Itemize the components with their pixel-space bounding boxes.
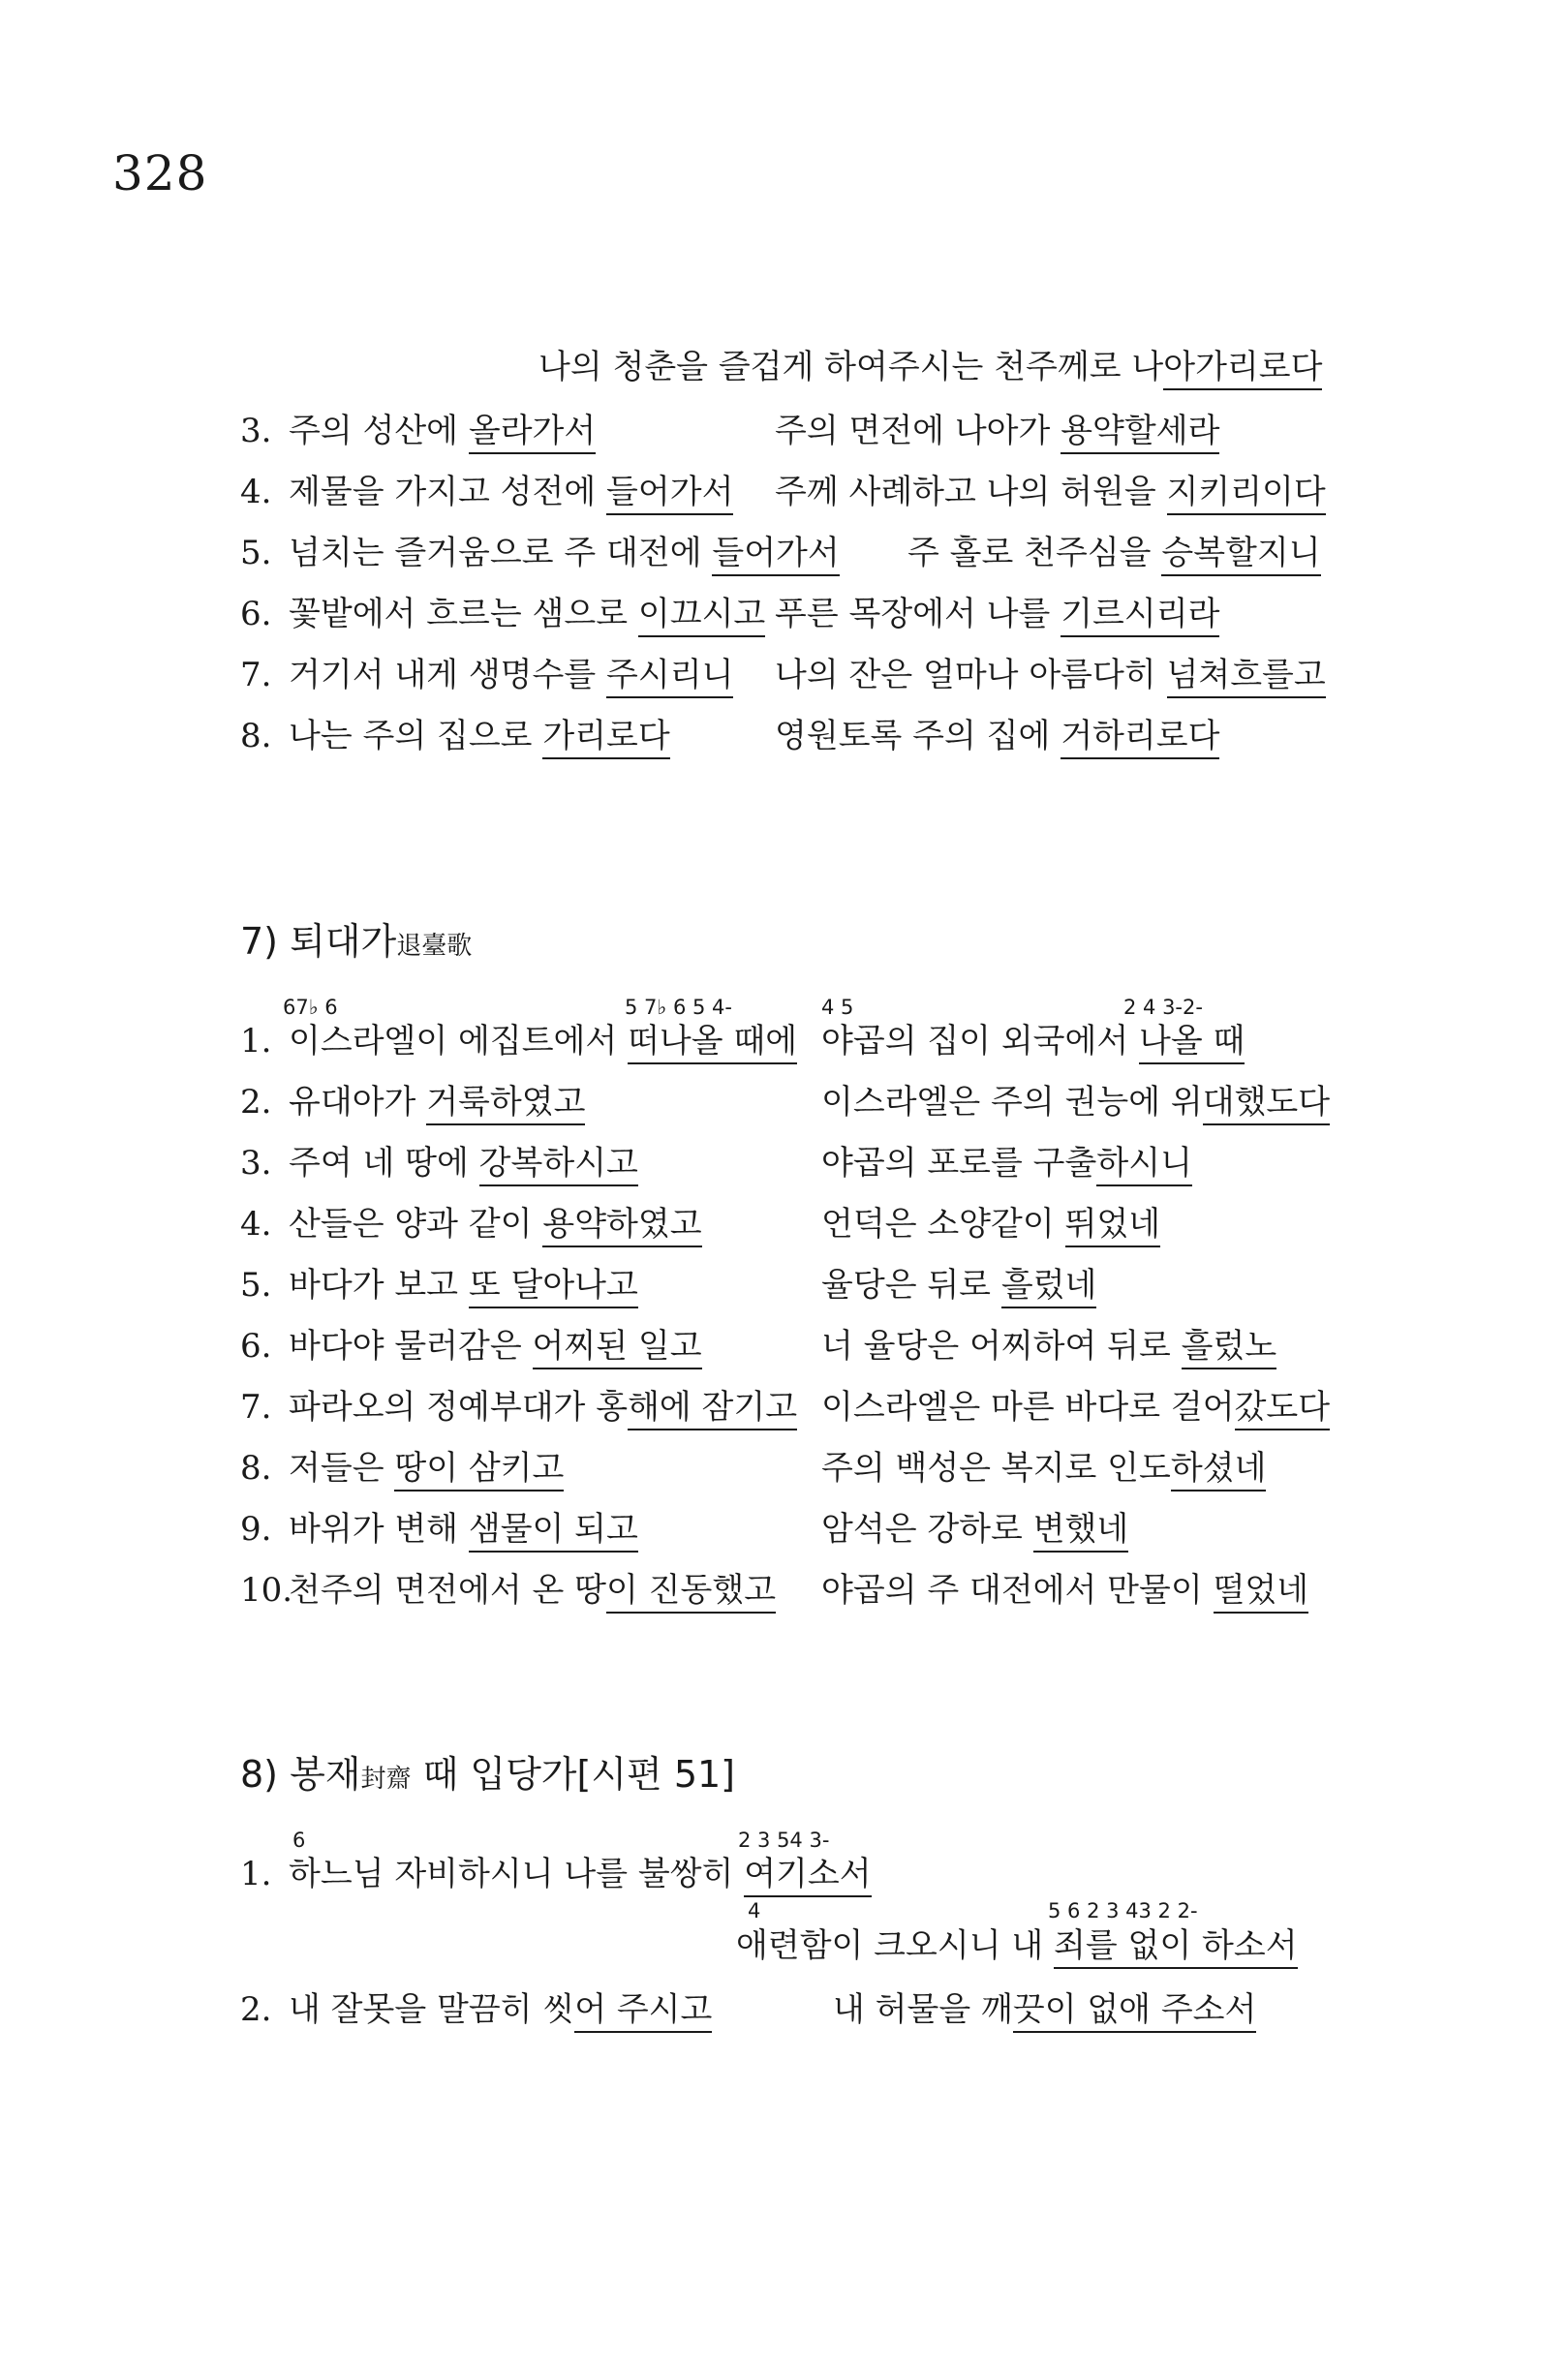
verse-first-half xyxy=(289,534,840,572)
verse-text: 주의 백성은 복지로 인도 xyxy=(821,1449,1171,1488)
verse-first-half xyxy=(289,656,734,694)
verse-text: 야곱의 주 대전에서 만물이 xyxy=(821,1571,1214,1610)
verse-text: 주여 네 땅에 xyxy=(289,1144,479,1183)
verse-first-half xyxy=(289,1327,702,1366)
verse-underline: 용약하였고 xyxy=(542,1205,701,1247)
verse-underline: 거하리로다 xyxy=(1061,717,1219,759)
verse-text: 바위가 변해 xyxy=(289,1510,469,1549)
verse-first-half xyxy=(289,473,734,511)
verse-first-half xyxy=(289,412,597,450)
verse-underline: 해에 잠기고 xyxy=(628,1388,797,1430)
verse-first-half xyxy=(289,595,766,633)
verse-text: 야곱의 포로를 구출 xyxy=(821,1144,1097,1183)
section-title-hanja: 退臺歌 xyxy=(396,932,473,961)
verse-underline: 갔도다 xyxy=(1235,1388,1331,1430)
verse-number: 2. xyxy=(240,1083,272,1122)
verse-underline: 강복하시고 xyxy=(479,1144,638,1186)
verse-number: 4. xyxy=(240,473,272,511)
verse-underline: 하시니 xyxy=(1096,1144,1192,1186)
verse-number: 1. xyxy=(240,1855,272,1893)
verse-second-half xyxy=(821,1266,1097,1305)
verse-text: 천주의 면전에서 온 땅 xyxy=(289,1571,607,1610)
chant-note: 2 3 54 3- xyxy=(738,1829,830,1852)
verse-first-half xyxy=(289,1990,713,2029)
verse-first-half xyxy=(289,1388,798,1427)
verse-text: 거기서 내게 생명수를 xyxy=(289,656,607,694)
verse-first-half xyxy=(289,1855,872,1893)
verse-text: 언덕은 소양같이 xyxy=(821,1205,1065,1244)
verse-second-half xyxy=(821,1571,1309,1610)
verse-underline: 흘렀노 xyxy=(1182,1327,1277,1369)
continued-underline: 아가리로다 xyxy=(1163,348,1322,390)
verse-second-half xyxy=(775,473,1326,511)
chant-note: 4 5 xyxy=(821,996,854,1019)
verse-first-half xyxy=(289,717,670,755)
verse-underline: 뛰었네 xyxy=(1065,1205,1161,1247)
verse-underline: 들어가서 xyxy=(712,534,839,576)
verse-number: 2. xyxy=(240,1990,272,2029)
verse-second-half xyxy=(736,1926,1298,1965)
continued-text: 나의 청춘을 즐겁게 하여주시는 천주께로 나 xyxy=(538,348,1164,386)
verse-underline: 어찌된 일고 xyxy=(533,1327,702,1369)
verse-underline: 승복할지니 xyxy=(1161,534,1320,576)
verse-underline: 죄를 없이 하소서 xyxy=(1054,1926,1298,1969)
verse-second-half xyxy=(821,1205,1161,1244)
section-title-hanja: 封齋 xyxy=(360,1765,412,1794)
chant-note: 4 xyxy=(748,1899,761,1922)
verse-underline: 올라가서 xyxy=(469,412,596,454)
section-7-title xyxy=(240,920,473,963)
verse-text: 푸른 목장에서 나를 xyxy=(775,595,1061,633)
verse-second-half xyxy=(821,1388,1331,1427)
verse-number: 5. xyxy=(240,1266,272,1305)
verse-first-half xyxy=(289,1022,798,1061)
chant-note: 2 4 3-2- xyxy=(1123,996,1203,1019)
verse-underline: 주시리니 xyxy=(606,656,733,698)
verse-text: 꽃밭에서 흐르는 샘으로 xyxy=(289,595,638,633)
verse-number: 6. xyxy=(240,595,272,633)
verse-underline: 변했네 xyxy=(1033,1510,1129,1553)
verse-second-half xyxy=(775,656,1326,694)
verse-underline: 떨었네 xyxy=(1214,1571,1309,1614)
verse-text: 주의 성산에 xyxy=(289,412,469,450)
verse-text: 나는 주의 집으로 xyxy=(289,717,543,755)
verse-underline: 어 주시고 xyxy=(574,1990,712,2033)
verse-underline: 떠나올 때에 xyxy=(628,1022,797,1064)
verse-second-half xyxy=(821,1144,1192,1183)
verse-second-half xyxy=(907,534,1321,572)
verse-underline: 기르시리라 xyxy=(1061,595,1219,637)
chant-note: 5 6 2 3 43 2 2- xyxy=(1048,1899,1198,1922)
verse-second-half xyxy=(775,717,1220,755)
verse-text: 내 잘못을 말끔히 씻 xyxy=(289,1990,575,2029)
verse-number: 8. xyxy=(240,1449,272,1488)
section-title-text: 때 입당가[시편 51] xyxy=(411,1753,736,1796)
verse-number: 3. xyxy=(240,412,272,450)
section-title-text: 7) 퇴대가 xyxy=(240,920,397,963)
verse-number: 7. xyxy=(240,1388,272,1427)
verse-second-half xyxy=(775,595,1220,633)
continued-line xyxy=(538,348,1323,386)
verse-number: 7. xyxy=(240,656,272,694)
verse-text: 이스라엘은 주의 권능에 위 xyxy=(821,1083,1203,1122)
verse-first-half xyxy=(289,1266,638,1305)
chant-note: 5 7♭ 6 5 4- xyxy=(625,996,732,1019)
verse-number: 9. xyxy=(240,1510,272,1549)
section-title-text: 8) 봉재 xyxy=(240,1753,361,1796)
verse-underline: 또 달아나고 xyxy=(469,1266,638,1308)
verse-underline: 거룩하였고 xyxy=(426,1083,585,1125)
verse-text: 저들은 xyxy=(289,1449,395,1488)
verse-underline: 나올 때 xyxy=(1139,1022,1245,1064)
verse-underline: 들어가서 xyxy=(606,473,733,515)
section-8-title xyxy=(240,1753,736,1796)
verse-underline: 끗이 없애 주소서 xyxy=(1013,1990,1257,2033)
verse-first-half xyxy=(289,1449,565,1488)
verse-second-half xyxy=(775,412,1220,450)
verse-second-half xyxy=(821,1022,1245,1061)
verse-underline: 땅이 삼키고 xyxy=(394,1449,564,1492)
verse-text: 암석은 강하로 xyxy=(821,1510,1033,1549)
verse-text: 영원토록 주의 집에 xyxy=(775,717,1061,755)
verse-text: 바다가 보고 xyxy=(289,1266,469,1305)
verse-text: 율당은 뒤로 xyxy=(821,1266,1001,1305)
verse-text: 나의 잔은 얼마나 아름다히 xyxy=(775,656,1167,694)
verse-underline: 용약할세라 xyxy=(1061,412,1219,454)
verse-second-half xyxy=(821,1083,1331,1122)
verse-underline: 여기소서 xyxy=(744,1855,871,1897)
verse-first-half xyxy=(289,1571,777,1610)
verse-number: 4. xyxy=(240,1205,272,1244)
verse-underline: 이 진동했고 xyxy=(606,1571,776,1614)
verse-number: 6. xyxy=(240,1327,272,1366)
verse-number: 5. xyxy=(240,534,272,572)
verse-text: 넘치는 즐거움으로 주 대전에 xyxy=(289,534,713,572)
page-number: 328 xyxy=(112,145,208,201)
verse-text: 너 율당은 어찌하여 뒤로 xyxy=(821,1327,1182,1366)
verse-underline: 넘쳐흐를고 xyxy=(1167,656,1326,698)
verse-second-half xyxy=(821,1510,1129,1549)
verse-underline: 대했도다 xyxy=(1203,1083,1330,1125)
verse-underline: 지키리이다 xyxy=(1167,473,1326,515)
verse-second-half xyxy=(821,1327,1277,1366)
verse-text: 바다야 물러감은 xyxy=(289,1327,533,1366)
verse-text: 이스라엘은 마른 바다로 걸어 xyxy=(821,1388,1235,1427)
verse-text: 유대아가 xyxy=(289,1083,427,1122)
verse-text: 내 허물을 깨 xyxy=(833,1990,1013,2029)
verse-second-half xyxy=(821,1449,1267,1488)
verse-first-half xyxy=(289,1510,638,1549)
verse-underline: 흘렀네 xyxy=(1001,1266,1097,1308)
chant-note: 67♭ 6 xyxy=(283,996,338,1019)
verse-underline: 이끄시고 xyxy=(638,595,765,637)
verse-text: 주 홀로 천주심을 xyxy=(907,534,1162,572)
verse-text: 제물을 가지고 성전에 xyxy=(289,473,607,511)
verse-first-half xyxy=(289,1205,702,1244)
verse-text: 파라오의 정예부대가 홍 xyxy=(289,1388,629,1427)
verse-second-half xyxy=(833,1990,1257,2029)
verse-text: 산들은 양과 같이 xyxy=(289,1205,543,1244)
verse-first-half xyxy=(289,1083,586,1122)
verse-first-half xyxy=(289,1144,638,1183)
chant-note: 6 xyxy=(292,1829,306,1852)
verse-text: 애련함이 크오시니 내 xyxy=(736,1926,1055,1965)
verse-number: 10. xyxy=(240,1571,293,1610)
verse-text: 하느님 자비하시니 나를 불쌍히 xyxy=(289,1855,745,1893)
verse-number: 1. xyxy=(240,1022,272,1061)
verse-number: 3. xyxy=(240,1144,272,1183)
verse-text: 주의 면전에 나아가 xyxy=(775,412,1061,450)
verse-text: 이스라엘이 에집트에서 xyxy=(289,1022,629,1061)
verse-number: 8. xyxy=(240,717,272,755)
verse-text: 야곱의 집이 외국에서 xyxy=(821,1022,1140,1061)
verse-underline: 샘물이 되고 xyxy=(469,1510,638,1553)
verse-underline: 가리로다 xyxy=(542,717,669,759)
verse-underline: 하셨네 xyxy=(1171,1449,1267,1492)
verse-text: 주께 사례하고 나의 허원을 xyxy=(775,473,1167,511)
